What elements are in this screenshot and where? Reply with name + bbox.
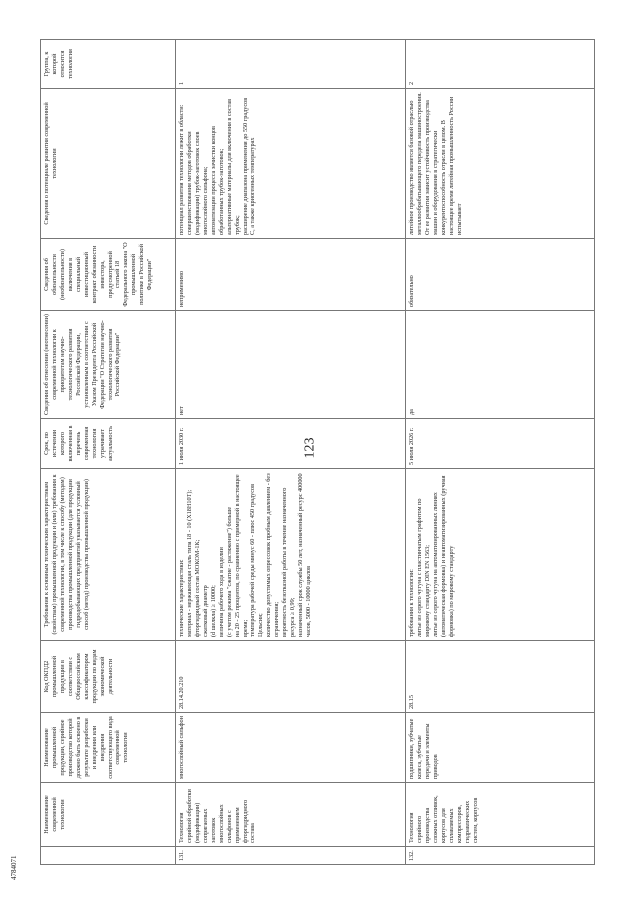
table-row <box>406 40 595 865</box>
header-technology: Наименование современной технологии <box>41 783 176 847</box>
header-deadline: Срок, по истечении которого включенная в перечень современная технология утрачивает актуальность <box>41 419 176 469</box>
requirement-line: сжатковый диаметр <box>201 585 209 637</box>
requirement-line: (с учетом режима "сжатие - растяжение") больше <box>225 506 233 637</box>
requirement-line: требования к технологии: <box>408 569 415 637</box>
header-obligation: Сведения об обязательности (необязательности) включения в специальный инвестиционный контракт обязанности инвестора, предусмотренной статьей 18 Федерального закона "О промышленной политике в Российской Федерации" <box>41 239 176 311</box>
requirement-line: количество допустимых опрессовок пробным давлением - без ограничения; <box>265 473 281 637</box>
header-product: Наименование промышленной продукции, серийное производство которой должно быть освоено в результате разработки и внедрения или внедрения соответствующего вида современной технологии <box>41 713 176 783</box>
technology-name: Технология серийной обработки (модификации) сопрягаемых заготовок многослойных сильфонов с применением фторгидридного состава <box>176 783 406 847</box>
potential-line: совершенствования методов обработки (модификации) трубок-заготовок слоев многослойного сильфона; <box>185 131 209 235</box>
potential-line: От ее развития зависит устойчивость производства машин и оборудования в стратегически конкурентоспособность отрасли в целом. В настоящее время литейная промышленность России испытывает <box>423 96 463 235</box>
page-number: 123 <box>302 437 318 459</box>
requirement-line: технические характеристики: <box>178 559 185 637</box>
requirement-line: назначенный срок службы 50 лет, назначенный ресурс 400000 часов, 5000 - 10000 циклов <box>297 473 312 637</box>
potential-line: автоматизации процесса зачистки концов обработанных трубок-заготовок; <box>209 126 225 235</box>
potential-line: расширение диапазона применения до 550 градусов C, а также криогенных температурах <box>241 97 257 235</box>
okpd2-code: 28.15 <box>406 641 595 713</box>
priority-flag: да <box>406 311 595 419</box>
deadline: 1 июля 2030 г. <box>176 419 406 469</box>
group-number: 1 <box>176 40 406 89</box>
obligation-flag: обязательно <box>406 239 595 311</box>
requirements-cell <box>406 469 595 641</box>
requirement-line: (d шелкла) ≥ 10000; <box>209 585 217 637</box>
product-name: многослойный сильфон <box>176 713 406 783</box>
potential-line: литейное производство является базовой отраслью металлообрабатывающего передела машиностроения. <box>408 92 423 235</box>
potential-line: альтернативные материалы для включения в состав трубок; <box>225 98 241 235</box>
requirement-line: фторгидридный состав МОКОМ-1К; <box>193 539 201 637</box>
header-okpd2: Код ОКПД2 промышленной продукции в соответствии с Общероссийским классификатором продукции по видам экономической деятельности <box>41 641 176 713</box>
row-number: 132. <box>406 847 595 865</box>
header-priority: Сведения об отнесении (неотнесении) современной технологии к приоритетам научно-технологического развития Российской Федерации, установленным в соответствии с Указом Президента Российской Федерации "О Стратегии научно-технологического развития Российской Федерации" <box>41 311 176 419</box>
requirement-line: материал - нержавеющая сталь типа 18 - 10 (X18H10T); <box>185 489 193 637</box>
requirement-line: величина рабочего хода в изделии <box>217 547 225 637</box>
product-name: подшипники, зубчатые колеса, зубчатые передачи и элементы приводов <box>406 713 595 783</box>
header-row <box>41 40 176 865</box>
header-potential: Сведения о потенциале развития современной технологии <box>41 89 176 239</box>
priority-flag: нет <box>176 311 406 419</box>
technology-table <box>40 39 595 865</box>
requirements-cell <box>176 469 406 641</box>
header-group: Группа, к которой относится технология <box>41 40 176 89</box>
okpd2-code: 28.14.20.210 <box>176 641 406 713</box>
requirement-line: литье из серого чугуна на автоматизированных линиях (автоматическая формовка) и неавтоматизированных (ручная формовка) по мировому стандарту <box>431 475 455 637</box>
requirement-line: вероятность безотказной работы в течение назначенного ресурса ≥ 0,99; <box>281 487 297 637</box>
table-row <box>176 40 406 865</box>
deadline: 5 июля 2026 г. <box>406 419 595 469</box>
document-code: 4784071 <box>10 855 18 880</box>
potential-cell <box>176 89 406 239</box>
requirement-line: литье из серого чугуна с пластинчатым графитом по мировому стандарту DIN EN 1563; <box>415 498 431 637</box>
potential-line: потенциал развития технологии лежит в области: <box>178 104 185 235</box>
group-number: 2 <box>406 40 595 89</box>
technology-name: Технология серийного производства сложных отливок, корпусов для сплавляемых компрессоров, гидравлических систем, корпусов <box>406 783 595 847</box>
requirement-line: на 20 - 25 процентов, по сравнению с примерной в настоящее время; <box>233 474 249 637</box>
header-requirements: Требования к основным техническим характеристикам (свойствам) промышленной продукции и (или) требования к современной технологии, в том числе к способу (методам) производства промышленной продукции (для продукции гидродобывающих предприятий указывается условный способ (метод) производства промышленной продукции) <box>41 469 176 641</box>
row-number: 131. <box>176 847 406 865</box>
potential-cell <box>406 89 595 239</box>
requirement-line: температура рабочей среды минус 60 - плюс 450 градусов Цельсия; <box>249 484 265 637</box>
obligation-flag: неприменимо <box>176 239 406 311</box>
header-num <box>41 847 176 865</box>
